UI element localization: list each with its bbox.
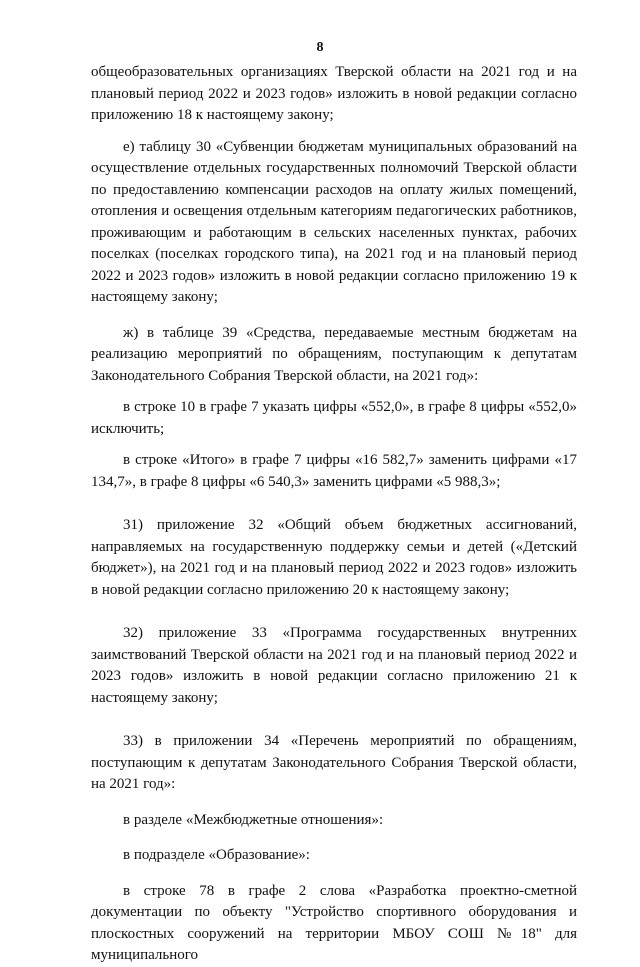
paragraph-row-78: в строке 78 в графе 2 слова «Разработка проектно-сметной документации по объекту "Устройство спортивного оборудования и плоскостных сооружений на территории МБОУ СОШ №18" для муниципального [91,882,577,963]
paragraph-item-32: 32) приложение 33 «Программа государственных внутренних заимствований Тверской области на 2021 год и на плановый период 2022 и 2023 годов» изложить в новой редакции согласно приложению 21 к настоящему закону; [91,625,577,706]
paragraph-subsection: в подразделе «Образование»: [123,847,310,863]
page-number: 8 [316,40,324,55]
paragraph-item-e: е) таблицу 30 «Субвенции бюджетам муниципальных образований на осуществление отдельных государственных полномочий Тверской области по предоставлению компенсации расходов на оплату жилых помещений, отопления и освещения отдельным категориям педагогических работников, проживающим и работающим в сельских населенных пунктах, рабочих поселках (поселках городского типа), на 2021 год и на плановый период 2022 и 2023 годов» изложить в новой редакции согласно приложению 19 к настоящему закону; [91,138,577,305]
paragraph-section: в разделе «Межбюджетные отношения»: [123,811,384,828]
paragraph-row-total: в строке «Итого» в графе 7 цифры «16 582,7» заменить цифрами «17 134,7», в графе 8 цифры «6 540,3» заменить цифрами «5 988,3»; [91,452,577,490]
paragraph-continuation: общеобразовательных организациях Тверской области на 2021 год и на плановый период 2022 и 2023 годов» изложить в новой редакции согласно приложению 18 к настоящему закону; [91,64,577,123]
paragraph-row-10: в строке 10 в графе 7 указать цифры «552,0», в графе 8 цифры «552,0» исключить; [91,399,577,437]
paragraph-item-31: 31) приложение 32 «Общий объем бюджетных ассигнований, направляемых на государственную поддержку семьи и детей («Детский бюджет»), на 2021 год и на плановый период 2022 и 2023 годов» изложить в новой редакции согласно приложению 20 к настоящему закону; [91,517,577,598]
document-body [91,62,577,967]
paragraph-item-zh: ж) в таблице 39 «Средства, передаваемые местным бюджетам на реализацию мероприятий по обращениям, поступающим к депутатам Законодательного Собрания Тверской области, на 2021 год»: [91,324,577,384]
paragraph-item-33: 33) в приложении 34 «Перечень мероприятий по обращениям, поступающим к депутатам Законодательного Собрания Тверской области, на 2021 год»: [91,733,577,792]
